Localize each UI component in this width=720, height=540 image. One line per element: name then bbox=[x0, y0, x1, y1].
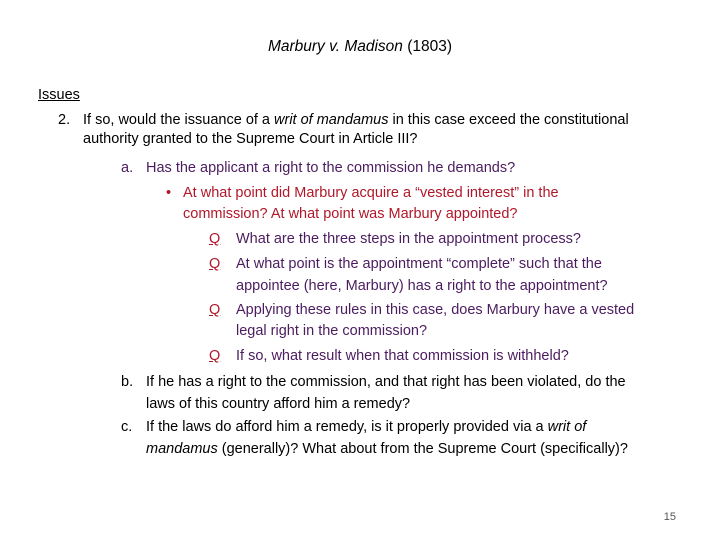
sub-item-c-line-2 bbox=[146, 438, 676, 460]
question-label: Q bbox=[209, 231, 221, 247]
item-2-line-2: authority granted to the Supreme Court in Article III? bbox=[83, 131, 418, 147]
slide-title bbox=[0, 36, 720, 58]
sub-item-b-line-1: If he has a right to the commission, and that right has been violated, do the bbox=[146, 374, 626, 390]
case-year: (1803) bbox=[407, 38, 453, 55]
case-name: Marbury v. Madison bbox=[267, 38, 403, 55]
sub-item-c-text-2: (generally)? What about from the Supreme Court (specifically)? bbox=[217, 441, 628, 457]
question-line: What are the three steps in the appointment process? bbox=[236, 231, 581, 247]
bullet-line-2: commission? At what point was Marbury appointed? bbox=[183, 206, 518, 222]
question-label: Q bbox=[209, 348, 221, 364]
bullet-line-1: At what point did Marbury acquire a “vested interest” in the bbox=[183, 185, 559, 201]
sub-item-b-label: b. bbox=[121, 374, 134, 390]
question-line: At what point is the appointment “complete” such that the bbox=[236, 256, 602, 272]
sub-item-a-text: Has the applicant a right to the commission he demands? bbox=[146, 160, 516, 176]
question-line: appointee (here, Marbury) has a right to the appointment? bbox=[236, 278, 608, 294]
question-line: Applying these rules in this case, does Marbury have a vested bbox=[236, 302, 635, 318]
question-line: If so, what result when that commission is withheld? bbox=[236, 348, 569, 364]
question-label: Q bbox=[209, 302, 221, 318]
item-number: 2. bbox=[58, 112, 71, 128]
item-2-text: If so, would the issuance of a bbox=[83, 112, 275, 128]
page-number: 15 bbox=[663, 511, 676, 523]
sub-item-c-line-1 bbox=[146, 416, 676, 438]
bullet-marker: • bbox=[166, 185, 172, 201]
sub-item-a-label: a. bbox=[121, 160, 134, 176]
sub-item-c-text: If the laws do afford him a remedy, is it properly provided via a bbox=[146, 419, 548, 435]
question-line: legal right in the commission? bbox=[236, 323, 428, 339]
sub-item-c-label: c. bbox=[121, 419, 133, 435]
sub-item-c-italic-2: mandamus bbox=[146, 441, 218, 457]
sub-item-b-line-2: laws of this country afford him a remedy? bbox=[146, 396, 411, 412]
item-2-italic: writ of mandamus bbox=[274, 112, 389, 128]
sub-item-c-italic: writ of bbox=[547, 419, 587, 435]
question-label: Q bbox=[209, 256, 221, 272]
item-2-text-end: in this case exceed the constitutional bbox=[388, 112, 629, 128]
issues-heading: Issues bbox=[38, 87, 80, 103]
